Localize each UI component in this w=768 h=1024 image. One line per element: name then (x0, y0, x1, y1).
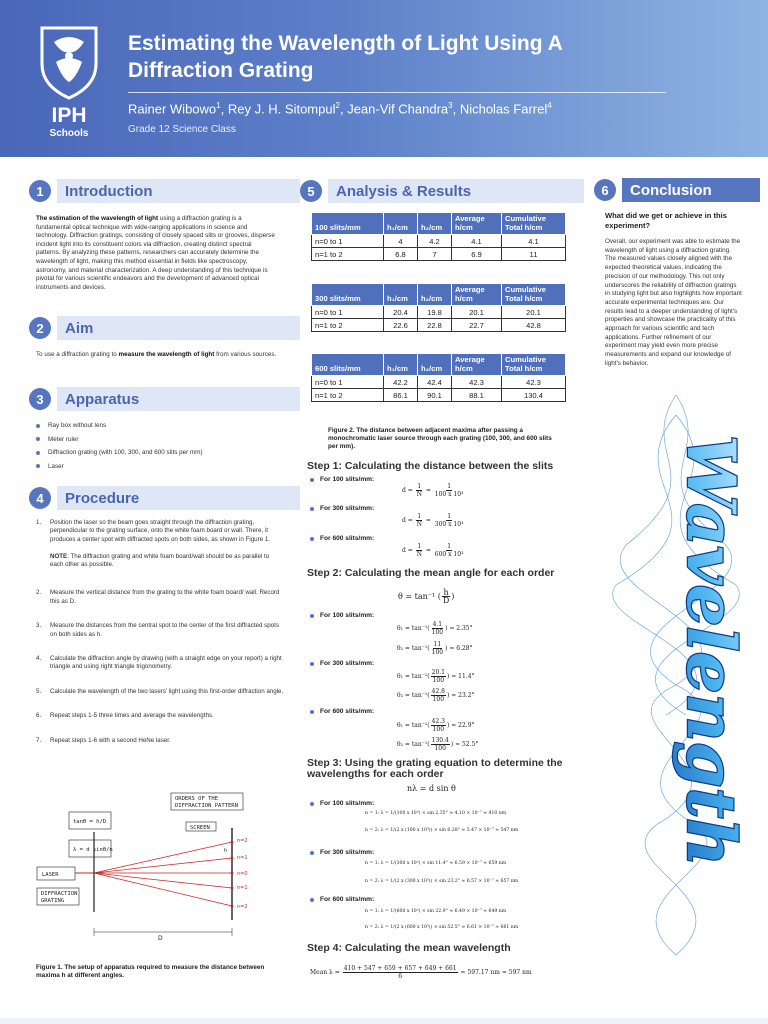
equation-wavelength-100-2: n = 2: λ = 1/(2 x (100 x 10³)) × sin 6.28° ≈ 5.47 × 10⁻⁷ ≈ 547 nm (365, 828, 519, 833)
svg-text:DIFFRACTION PATTERN: DIFFRACTION PATTERN (175, 803, 238, 809)
class-label: Grade 12 Science Class (128, 124, 236, 135)
svg-text:D: D (158, 935, 163, 942)
equation-mean-wavelength: Mean λ = $\frac{410 + 547 + 659 + 657 + 649 + 661}{6}$ ≈ 597.17 nm ≈ 597 nm (310, 965, 532, 980)
section-apparatus: 3 Apparatus (29, 387, 300, 411)
equation-wavelength-300-2: n = 2: λ = 1/(2 x (300 x 10³)) × sin 23.2° ≈ 6.57 × 10⁻⁷ ≈ 657 nm (365, 879, 519, 884)
poster-title: Estimating the Wavelength of Light Using A Diffraction Grating (128, 32, 563, 82)
equation-d-300: d = $\frac{1}{N}$ = $\frac{1}{\text{300 x 10³}}$ (402, 513, 464, 528)
wavelength-artwork (596, 395, 756, 955)
procedure-list (36, 519, 284, 745)
table-header-row: 300 slits/mm h₁/cm h₂/cm Average h/cm Cumulative Total h/cm (312, 284, 566, 306)
list-item: Meter ruler (36, 433, 203, 447)
label-300: For 300 slits/mm: (310, 660, 374, 667)
figure-1-diagram (36, 792, 284, 952)
list-item: 4. Calculate the diffraction angle by drawing (with a straight edge on your report) a right triangle and using right triangle trigonometry. (36, 655, 282, 671)
label-600: For 600 slits/mm: (310, 535, 374, 542)
table-header-row: 600 slits/mm h₁/cm h₂/cm Average h/cm Cumulative Total h/cm (312, 354, 566, 376)
table-row: n=1 to 2 6.8 7 6.9 11 (312, 248, 566, 261)
step-2-heading: Step 2: Calculating the mean angle for each order (307, 567, 555, 579)
equation-d-100: d = $\frac{1}{N}$ = $\frac{1}{\text{100 x 10³}}$ (402, 483, 464, 498)
equation-angle-600-2: θ₂ = tan⁻¹( $\frac{130.4}{100}$ ) ≈ 52.5° (397, 737, 479, 752)
step-3-heading: Step 3: Using the grating equation to determine the wavelengths for each order (307, 757, 563, 780)
intro-text: The estimation of the wavelength of light using a diffraction grating is a fundamental optical technique with wide-ranging applications in science and technology. Diffraction gratings, consisting of closely spaced slits or grooves, disperse incident light into its constituent colors via diffraction, creating distinct spectral patterns. By analyzing these patterns, researchers can accurately determine the wavelength of light, making this method essential in fields like spectroscopy, astronomy, and material characterization. A deep understanding of this technique is pivotal for various scientific endeavors and the development of advanced optical instruments and devices. (36, 215, 275, 291)
apparatus-list (36, 419, 203, 473)
equation-angle-100-2: θ₂ = tan⁻¹( $\frac{11}{100}$ ) ≈ 6.28° (397, 641, 473, 656)
step-4-heading: Step 4: Calculating the mean wavelength (307, 942, 511, 954)
list-item: 1. Position the laser so the beam goes straight through the diffraction grating, perpendicular to the grating surface, onto the white foam board or wall. There, it produces a center spot with diffracted spots on both sides, as shown in Figure 1. NOTE: The diffraction grating and white foam board/wall should be as parallel to each other as possible. (36, 519, 271, 569)
figure-2-caption: Figure 2. The distance between adjacent maxima after passing a monochromatic laser source through each grating (100, 300, and 600 slits per mm). (328, 427, 552, 450)
equation-wavelength-100-1: n = 1: λ = 1/(100 x 10³) × sin 2.35° ≈ 4.10 × 10⁻⁷ ≈ 410 nm (365, 811, 507, 816)
section-analysis: 5 Analysis & Results (300, 179, 584, 203)
label-100: For 100 slits/mm: (310, 800, 374, 807)
svg-text:n=2: n=2 (237, 904, 248, 910)
svg-text:n=2: n=2 (237, 838, 248, 844)
list-item: Laser (36, 460, 203, 474)
table-row: n=1 to 2 86.1 90.1 88.1 130.4 (312, 389, 566, 402)
step-1-heading: Step 1: Calculating the distance between the slits (307, 460, 554, 472)
label-100: For 100 slits/mm: (310, 476, 374, 483)
equation-grating: nλ = d sin θ (407, 784, 456, 793)
svg-text:DIFFRACTION: DIFFRACTION (41, 891, 78, 897)
svg-text:IPH: IPH (51, 104, 87, 127)
equation-wavelength-600-2: n = 2: λ = 1/(2 x (600 x 10³)) × sin 52.5° ≈ 6.61 × 10⁻⁷ ≈ 661 nm (365, 925, 519, 930)
conclusion-question: What did we get or achieve in this experiment? (605, 211, 727, 230)
svg-text:Schools: Schools (49, 128, 89, 139)
equation-angle-300-1: θ₁ = tan⁻¹( $\frac{20.1}{100}$ ) ≈ 11.4° (397, 669, 475, 684)
results-table-300 (311, 283, 566, 332)
label-600: For 600 slits/mm: (310, 896, 374, 903)
equation-d-600: d = $\frac{1}{N}$ = $\frac{1}{\text{600 x 10³}}$ (402, 543, 464, 558)
author-list: Rainer Wibowo$^1$, Rey J. H. Sitompul$^2$, Jean-Vif Chandra$^3$, Nicholas Farrel$^4$ (128, 101, 552, 117)
list-item: Ray box without lens (36, 419, 203, 433)
label-100: For 100 slits/mm: (310, 612, 374, 619)
table-row: n=1 to 2 22.6 22.8 22.7 42.8 (312, 319, 566, 332)
svg-text:h: h (224, 848, 228, 854)
label-300: For 300 slits/mm: (310, 849, 374, 856)
list-item: 6. Repeat steps 1-5 three times and average the wavelengths. (36, 712, 214, 720)
table-row: n=0 to 1 20.4 19.8 20.1 20.1 (312, 306, 566, 319)
label-600: For 600 slits/mm: (310, 708, 374, 715)
aim-text: To use a diffraction grating to measure the wavelength of light from various sources. (36, 351, 277, 358)
results-table-600 (311, 353, 566, 402)
svg-text:ORDERS OF THE: ORDERS OF THE (175, 796, 219, 802)
svg-text:λ = d sinθ/n: λ = d sinθ/n (73, 847, 113, 853)
equation-angle-600-1: θ₁ = tan⁻¹( $\frac{42.3}{100}$ ) ≈ 22.9° (397, 718, 475, 733)
svg-text:SCREEN: SCREEN (190, 825, 210, 831)
footer-bar (0, 1018, 768, 1024)
table-row: n=0 to 1 4 4.2 4.1 4.1 (312, 235, 566, 248)
equation-angle-100-1: θ₁ = tan⁻¹( $\frac{4.1}{100}$ ) ≈ 2.35° (397, 621, 473, 636)
section-conclusion: 6 Conclusion (594, 178, 760, 202)
svg-text:Wavelength: Wavelength (672, 435, 750, 867)
table-row: n=0 to 1 42.2 42.4 42.3 42.3 (312, 376, 566, 389)
equation-theta: θ = tan⁻¹ ( $\frac{h}{D}$ ) (398, 588, 455, 605)
title-divider (128, 92, 666, 93)
svg-text:tanθ = h/D: tanθ = h/D (73, 819, 107, 825)
svg-text:n=1: n=1 (237, 855, 248, 861)
poster-header (0, 0, 768, 157)
results-table-100 (311, 212, 566, 261)
list-item: 7. Repeat steps 1-6 with a second HeNe laser. (36, 736, 171, 744)
svg-text:n=1: n=1 (237, 885, 248, 891)
school-logo (36, 24, 102, 146)
equation-angle-300-2: θ₂ = tan⁻¹( $\frac{42.8}{100}$ ) ≈ 23.2° (397, 688, 475, 703)
section-procedure: 4 Procedure (29, 486, 300, 510)
svg-text:n=0: n=0 (237, 871, 248, 877)
equation-wavelength-300-1: n = 1: λ = 1/(300 x 10³) × sin 11.4° ≈ 6.59 × 10⁻⁷ ≈ 659 nm (365, 861, 507, 866)
list-item: 2. Measure the vertical distance from the grating to the white foam board/ wall. Record this as D. (36, 589, 280, 605)
list-item: 3. Measure the distances from the central spot to the center of the first diffracted spots on both sides as h. (36, 622, 279, 638)
label-300: For 300 slits/mm: (310, 505, 374, 512)
svg-text:LASER: LASER (42, 872, 59, 878)
list-item: 5. Calculate the wavelength of the two lasers' light using this first-order diffraction angle. (36, 687, 284, 695)
equation-wavelength-600-1: n = 1: λ = 1/(600 x 10³) × sin 22.9° ≈ 6.49 × 10⁻⁷ ≈ 649 nm (365, 909, 507, 914)
section-aim: 2 Aim (29, 316, 300, 340)
table-header-row: 100 slits/mm h₁/cm h₂/cm Average h/cm Cumulative Total h/cm (312, 213, 566, 235)
svg-text:GRATING: GRATING (41, 898, 65, 904)
list-item: Diffraction grating (with 100, 300, and 600 slits per mm) (36, 446, 203, 460)
conclusion-text: Overall, our experiment was able to estimate the wavelength of light using a diffraction grating. The measured values closely aligned with the expected theoretical values, indicating the precision of our methodology. This not only underscores the reliability of diffraction gratings in studying light but also highlights how important accurate experimental techniques are. Our results lead to a deeper understanding of light's properties and showcase the practicality of this approach for various scientific and tech applications. Further refinement of our experiment may yield even more precise measurements and expand our knowledge of light's behavior. (605, 238, 742, 367)
figure-1-caption: Figure 1. The setup of apparatus required to measure the distance between maxima h at different angles. (36, 964, 265, 979)
section-introduction: 1 Introduction (29, 179, 300, 203)
